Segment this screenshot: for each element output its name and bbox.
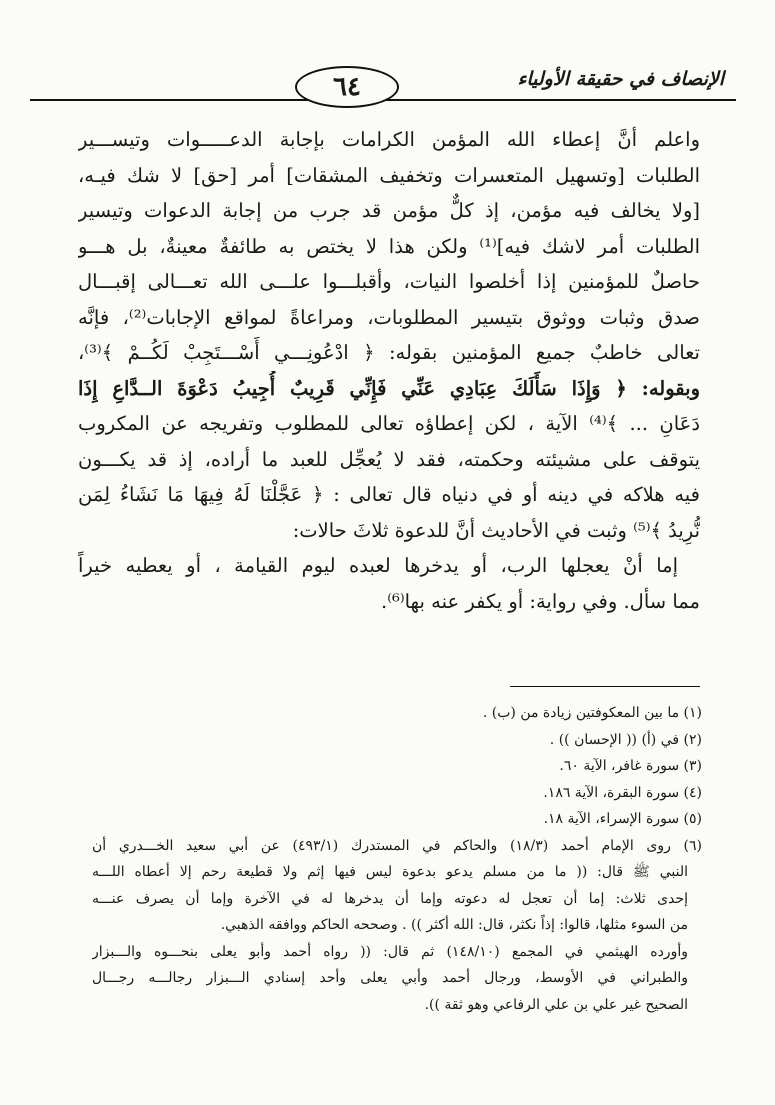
- text-line: دَعَانِ ... ﴾⁽⁴⁾ الآية ، لكن إعطاؤه تعالى للمطلوب وتفريجه عن المكروب: [78, 412, 700, 435]
- text-line: صدق وثبات ووثوق بتيسير المطلوبات، ومراعاةً لمواقع الإجابات⁽²⁾، فإنَّه: [78, 305, 700, 329]
- footnote-line: والطبراني في الأوسط، ورجال أحمد وأبي يعلى وأحد إسنادي الـــبزار رجالـــه رجـــال: [92, 970, 688, 986]
- page-number: ٦٤: [295, 66, 399, 108]
- text-line: يتوقف على مشيئته وحكمته، فقد لا يُعجِّل للعبد ما أراده، إذ قد يكـــون: [78, 447, 700, 471]
- text-line: الطلبات أمر لاشك فيه]⁽¹⁾ ولكن هذا لا يختص به طائفةٌ معينةٌ، بل هـــو: [78, 234, 700, 258]
- footnote-line: (٤) سورة البقرة، الآية ١٨٦.: [543, 784, 702, 801]
- text-line: نُّرِيدُ ﴾⁽⁵⁾ وثبت في الأحاديث أنَّ للدعوة ثلاثَ حالات:: [292, 518, 700, 542]
- footnote-line: (١) ما بين المعكوفتين زيادة من (ب) .: [482, 705, 702, 721]
- footnote-line: وأورده الهيثمي في المجمع (١٤٨/١٠) ثم قال: (( رواه أحمد وأبو يعلى بنحـــوه والـــبزار: [92, 943, 688, 960]
- text-line: الطلبات [وتسهيل المتعسرات وتخفيف المشقات] أمر [حق] لا شك فيـه،: [78, 163, 700, 187]
- footnote-line: (٢) في (أ) (( الإحسان )) .: [549, 731, 702, 748]
- text-line: إما أنْ يعجلها الرب، أو يدخرها لعبده ليوم القيامة ، أو يعطيه خيراً: [78, 554, 678, 577]
- footnotes: [92, 700, 702, 1018]
- page-header: [30, 52, 736, 112]
- text-line: فيه هلاكه في دينه أو في دنياه قال تعالى : ﴿ عَجَّلْنَا لَهُ فِيهَا مَا نَشَاءُ لِمَن: [78, 483, 700, 506]
- text-line: واعلم أنَّ إعطاء الله المؤمن الكرامات بإجابة الدعـــــوات وتيســـير: [78, 128, 700, 151]
- footnote-line: النبي ﷺ قال: (( ما من مسلم يدعو بدعوة ليس فيها إثم ولا قطيعة رحم إلا أعطاه اللـــه: [92, 864, 688, 880]
- text-line: تعالى خاطبٌ جميع المؤمنين بقوله: ﴿ ادْعُونِـــي أَسْـــتَجِبْ لَكُــمْ ﴾⁽³⁾،: [78, 341, 700, 364]
- footnote-line: (٦) روى الإمام أحمد (١٨/٣) والحاكم في المستدرك (٤٩٣/١) عن أبي سعيد الخـــدري أن: [92, 837, 702, 854]
- footnote-line: (٥) سورة الإسراء، الآية ١٨.: [543, 811, 702, 827]
- footnote-divider: [510, 686, 700, 687]
- header-rule-left: [30, 99, 298, 101]
- text-line: [ولا يخالف فيه مؤمن، إذ كلٌّ مؤمن قد جرب من إجابة الدعوات وتيسير: [78, 199, 700, 222]
- footnote-line: (٣) سورة غافر، الآية ٦٠.: [559, 758, 702, 774]
- footnote-line: من السوء مثلها، قالوا: إذاً نكثر، قال: الله أكثر )) . وصححه الحاكم ووافقه الذهبي.: [220, 917, 688, 933]
- main-text: [78, 122, 700, 619]
- running-title: الإنصاف في حقيقة الأولياء: [517, 68, 724, 90]
- text-line: مما سأل. وفي رواية: أو يكفر عنه بها⁽⁶⁾.: [381, 589, 700, 613]
- footnote-line: إحدى ثلاث: إما أن تعجل له دعوته وإما أن يدخرها له في الآخرة وإما أن يصرف عنـــه: [92, 890, 688, 907]
- text-line: حاصلٌ للمؤمنين إذا أخلصوا النيات، وأقبلـــوا علـــى الله تعـــالى إقبـــال: [78, 270, 700, 293]
- text-line: وبقوله: ﴿ وَإِذَا سَأَلَكَ عِبَادِي عَنِّي فَإِنِّي قَرِيبٌ أُجِيبُ دَعْوَةَ الــدَّاعِ إِذَا: [78, 376, 700, 400]
- footnote-line: الصحيح غير علي بن علي الرفاعي وهو ثقة )).: [424, 996, 688, 1013]
